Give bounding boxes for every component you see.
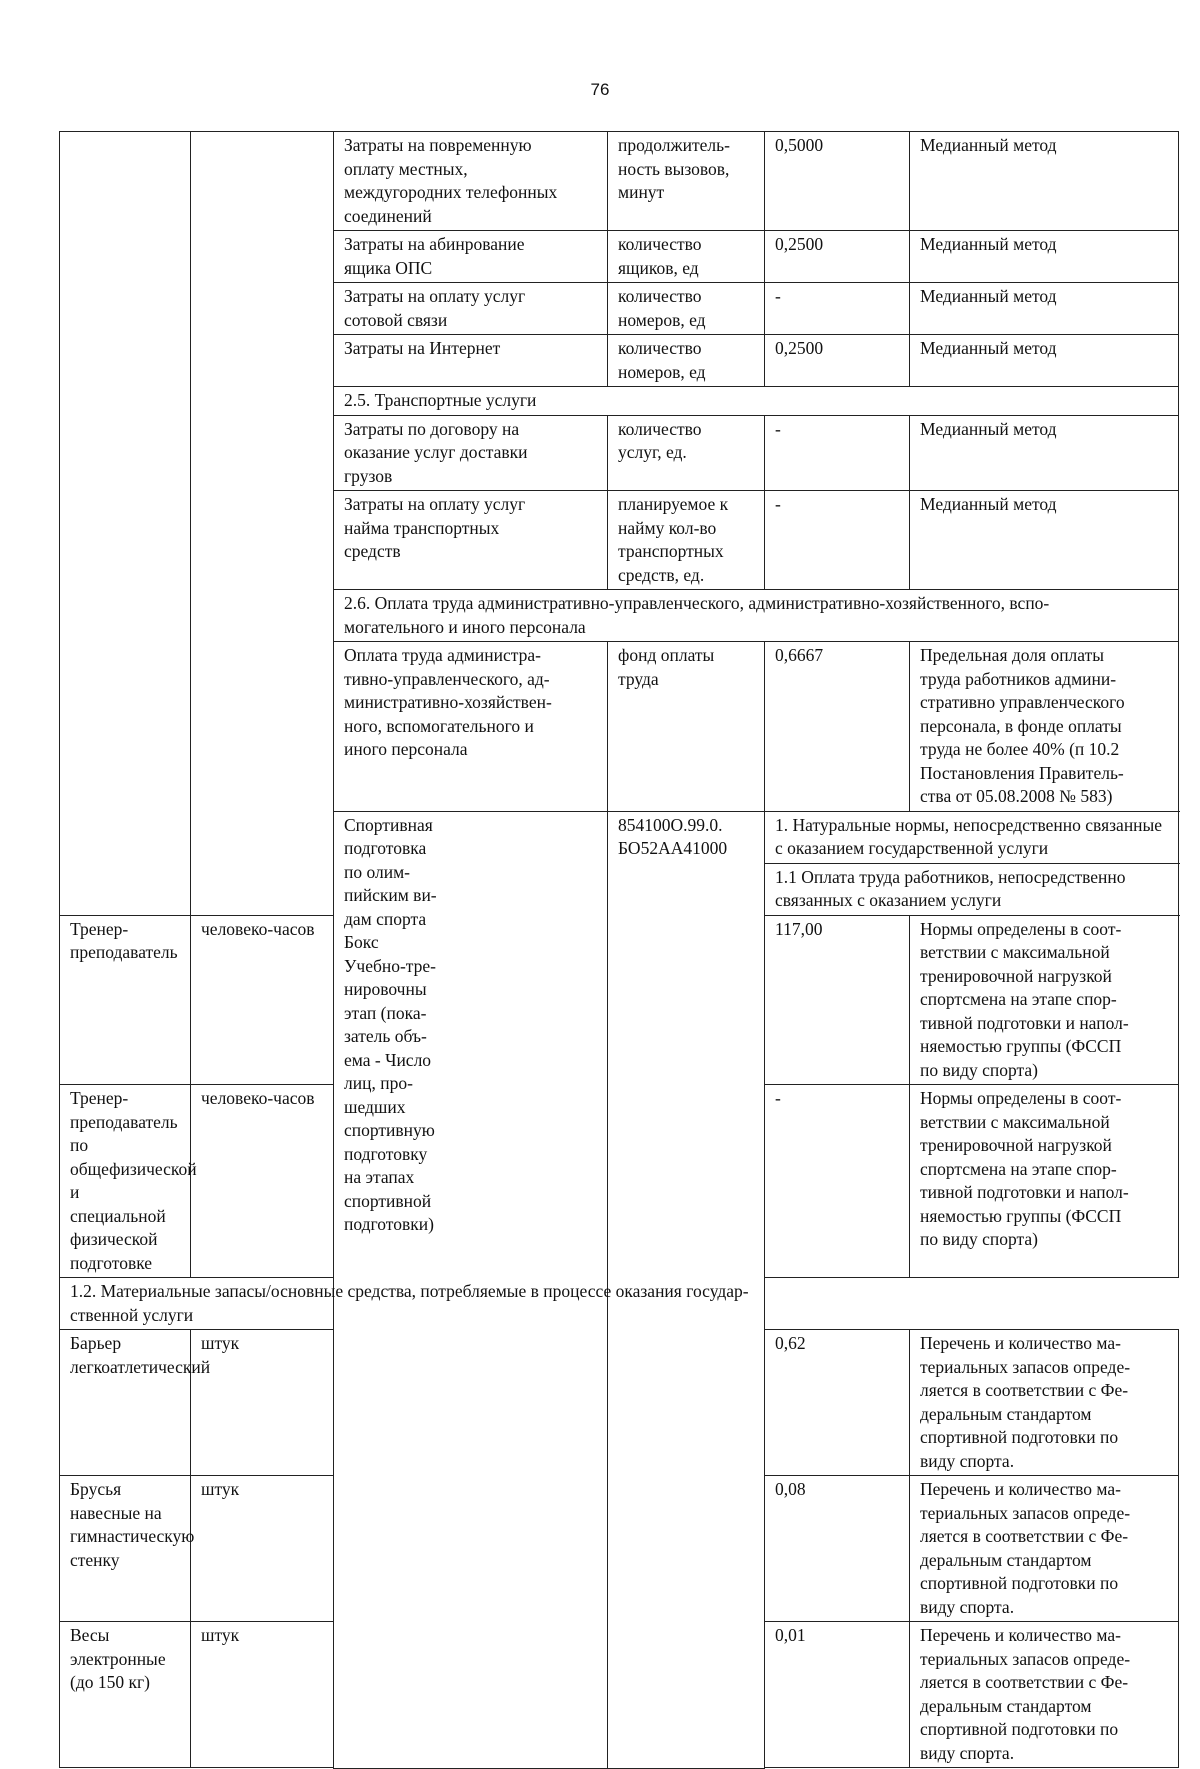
cost-name: Брусья навесные на гимнастическую стенку <box>60 1476 191 1622</box>
cost-name: Затраты по договору на оказание услуг доставки грузов <box>334 415 608 491</box>
cost-method: Медианный метод <box>910 231 1179 283</box>
cost-value: 0,62 <box>765 1330 910 1476</box>
cost-value: 0,6667 <box>765 642 910 812</box>
cost-unit: продолжитель- ность вызовов, минут <box>608 132 765 231</box>
cost-name: Барьер легкоатлетический <box>60 1330 191 1476</box>
cost-unit: штук <box>191 1622 334 1768</box>
cost-method: Нормы определены в соот- ветствии с максимальной тренировочной нагрузкой спортсмена на этапе спор- тивной подготовки и напол- няемостью группы (ФССП по виду спорта) <box>910 915 1179 1085</box>
cost-unit: человеко-часов <box>191 915 334 1085</box>
cost-value: 0,01 <box>765 1622 910 1768</box>
cost-value: 0,2500 <box>765 231 910 283</box>
cost-value: 117,00 <box>765 915 910 1085</box>
cost-name: Затраты на Интернет <box>334 335 608 387</box>
service-name-cell: Спортивная подготовка по олим- пийским ви- дам спорта Бокс Учебно-тре- нировочны этап (пока- затель объ- ема - Число лиц, про- шедших спортивную подготовку на этапах спортивной подготовки) <box>334 811 608 1769</box>
section-heading-wages: 1.1 Оплата труда работников, непосредственно связанных с оказанием услуги <box>765 863 1179 915</box>
cost-unit: человеко-часов <box>191 1085 334 1278</box>
cost-method: Медианный метод <box>910 283 1179 335</box>
cost-name: Весы электронные (до 150 кг) <box>60 1622 191 1768</box>
service-code-cell-empty <box>191 132 334 916</box>
cost-value: - <box>765 283 910 335</box>
cost-method: Перечень и количество ма- териальных запасов опреде- ляется в соответствии с Фе- деральным стандартом спортивной подготовки по виду спорта. <box>910 1622 1179 1768</box>
cost-method: Медианный метод <box>910 491 1179 590</box>
cost-method: Медианный метод <box>910 132 1179 231</box>
cost-value: - <box>765 415 910 491</box>
section-heading-transport: 2.5. Транспортные услуги <box>334 387 1179 416</box>
cost-name: Затраты на оплату услуг найма транспортных средств <box>334 491 608 590</box>
section-heading-materials: 1.2. Материальные запасы/основные средства, потребляемые в процессе оказания государ- ственной услуги <box>60 1278 765 1330</box>
cost-value: - <box>765 1085 910 1278</box>
normative-costs-table <box>59 131 1179 1769</box>
page-number: 76 <box>590 80 610 99</box>
cost-unit: фонд оплаты труда <box>608 642 765 812</box>
cost-name: Оплата труда администра- тивно-управленческого, ад- министративно-хозяйствен- ного, вспомогательного и иного персонала <box>334 642 608 812</box>
table-row <box>60 132 1179 231</box>
service-name-cell-empty <box>60 132 191 916</box>
cost-name: Затраты на повременную оплату местных, междугородних телефонных соединений <box>334 132 608 231</box>
cost-name: Затраты на оплату услуг сотовой связи <box>334 283 608 335</box>
cost-unit: количество номеров, ед <box>608 283 765 335</box>
cost-unit: штук <box>191 1476 334 1622</box>
cost-name: Тренер-преподаватель <box>60 915 191 1085</box>
section-heading-salary: 2.6. Оплата труда административно-управленческого, административно-хозяйственного, вспо- могательного и иного персонала <box>334 590 1179 642</box>
cost-unit: количество услуг, ед. <box>608 415 765 491</box>
cost-value: 0,5000 <box>765 132 910 231</box>
cost-unit: штук <box>191 1330 334 1476</box>
cost-unit: количество номеров, ед <box>608 335 765 387</box>
cost-name: Затраты на абинрование ящика ОПС <box>334 231 608 283</box>
cost-method: Перечень и количество ма- териальных запасов опреде- ляется в соответствии с Фе- деральным стандартом спортивной подготовки по виду спорта. <box>910 1476 1179 1622</box>
cost-value: 0,08 <box>765 1476 910 1622</box>
cost-method: Медианный метод <box>910 335 1179 387</box>
section-row <box>60 1278 1179 1330</box>
section-heading-natural: 1. Натуральные нормы, непосредственно связанные с оказанием государственной услуги <box>765 811 1179 863</box>
cost-method: Медианный метод <box>910 415 1179 491</box>
cost-value: - <box>765 491 910 590</box>
cost-method: Предельная доля оплаты труда работников админи- стративно управленческого персонала, в фонде оплаты труда не более 40% (п 10.2 Постановления Правитель- ства от 05.08.2008 № 583) <box>910 642 1179 812</box>
cost-name: Тренер-преподаватель по общефизической и специальной физической подготовке <box>60 1085 191 1278</box>
cost-unit: количество ящиков, ед <box>608 231 765 283</box>
cost-method: Перечень и количество ма- териальных запасов опреде- ляется в соответствии с Фе- деральным стандартом спортивной подготовки по виду спорта. <box>910 1330 1179 1476</box>
cost-method: Нормы определены в соот- ветствии с максимальной тренировочной нагрузкой спортсмена на этапе спор- тивной подготовки и напол- няемостью группы (ФССП по виду спорта) <box>910 1085 1179 1278</box>
service-code-cell: 854100О.99.0. БО52АА41000 <box>608 811 765 1769</box>
cost-value: 0,2500 <box>765 335 910 387</box>
cost-unit: планируемое к найму кол-во транспортных средств, ед. <box>608 491 765 590</box>
